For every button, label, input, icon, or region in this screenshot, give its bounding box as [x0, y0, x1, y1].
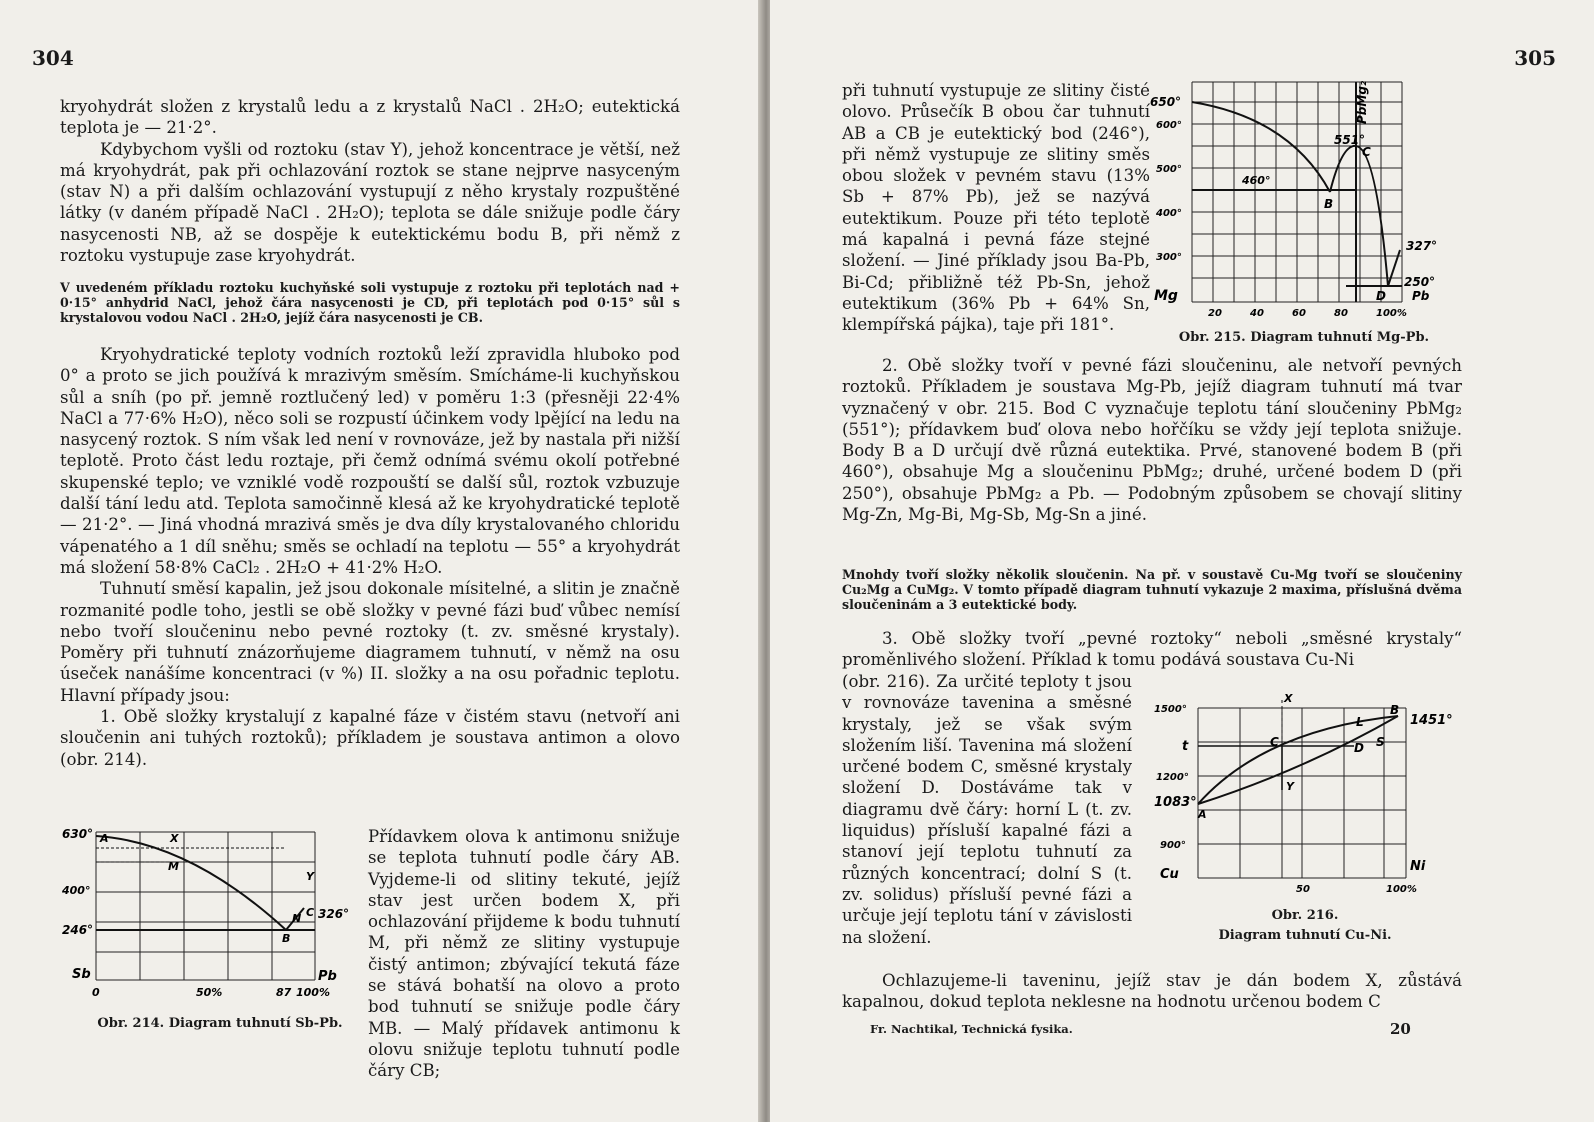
- footer-sheet-number: 20: [1390, 1020, 1411, 1038]
- fig216-y: Y: [1286, 780, 1294, 793]
- right-para-4-text: Ochlazujeme-li taveninu, jejíž stav je dán bodem X, zůstává kapalnou, dokud teplota neklesne na hodnotu určenou bodem C: [842, 971, 1462, 1012]
- fig214-m: M: [168, 860, 179, 873]
- fig216-ni: Ni: [1410, 859, 1426, 874]
- fig214-a: A: [100, 832, 109, 845]
- fig216-t900: 900°: [1160, 840, 1186, 851]
- right-para-3-text: 3. Obě složky tvoří „pevné roztoky“ neboli „směsné krystaly“ proměnlivého složení. Příklad k tomu podává soustava Cu-Ni: [842, 629, 1462, 670]
- fig215-x20: 20: [1208, 308, 1222, 319]
- fig214-x87: 87: [276, 986, 292, 999]
- fig216-d: D: [1354, 741, 1364, 755]
- right-side-text: při tuhnutí vystupuje ze slitiny čisté olovo. Průsečík B obou čar tuhnutí AB a CB je eutektický bod (246°), při němž vystupuje ze slitiny směs obou složek v pevném stavu (13% Sb + 87% Pb), jež se nazývá eutektikum. Pouze při této teplotě má kapalná i pevná fáze stejné složení. — Jiné příklady jsou Ba-Pb, Bi-Cd; přibližně též Pb-Sn, jehož eutektikum (36% Pb + 64% Sn, klempířská pájka), taje při 181°.: [842, 81, 1150, 335]
- fig216-l: L: [1356, 715, 1364, 729]
- right-side-text-2: (obr. 216). Za určité teploty t jsou v rovnováze tavenina a směsné krystaly, jež se však svým složením liší. Tavenina má složení určené bodem C, směsné krystaly složení D. Dostáváme tak v diagramu dvě čáry: horní L (t. zv. liquidus) přísluší kapalné fázi a stanoví její teplotu tuhnutí za různých koncentrací; dolní S (t. zv. solidus) přísluší pevné fázi a určuje její teplotu tání v závislosti na složení.: [842, 672, 1132, 947]
- fig215-t250: 250°: [1404, 275, 1436, 289]
- fig215-t650: 650°: [1150, 95, 1182, 109]
- left-page: [0, 0, 762, 1122]
- fig216-a: A: [1198, 808, 1207, 821]
- left-text-mid: [60, 344, 680, 770]
- figure-216-caption-1: Obr. 216.: [1271, 908, 1339, 923]
- fig214-t326: 326°: [318, 907, 350, 921]
- fig216-x: X: [1284, 692, 1293, 705]
- fig216-t1451: 1451°: [1410, 713, 1453, 728]
- fig214-y: Y: [306, 870, 314, 883]
- right-small-note: Mnohdy tvoří složky několik sloučenin. Na př. v soustavě Cu-Mg tvoří se sloučeniny Cu₂Mg a CuMg₂. V tomto případě diagram tuhnutí vykazuje 2 maxima, příslušná dvěma sloučeninám a 3 eutektické body.: [842, 567, 1462, 612]
- right-para-2: [842, 355, 1462, 525]
- figure-216-caption-2: Diagram tuhnutí Cu-Ni.: [1218, 928, 1392, 943]
- fig214-sb: Sb: [72, 967, 91, 982]
- figure-216-svg: [1154, 690, 1454, 900]
- fig214-x0: 0: [92, 986, 100, 999]
- fig216-t1200: 1200°: [1156, 772, 1189, 783]
- figure-215: [1150, 68, 1450, 324]
- left-side-text: Přídavkem olova k antimonu snižuje se teplota tuhnutí podle čáry AB. Vyjdeme-li od slitiny tekuté, jejíž stav jest určen bodem X, při ochlazování přijdeme k bodu tuhnutí M, při němž ze slitiny vystupuje čistý antimon; zbývající tekutá fáze se stává bohatší na olovo a proto bod tuhnutí se snižuje podle čáry MB. — Malý přídavek antimonu k olovu snižuje teplotu tuhnutí podle čáry CB;: [368, 827, 680, 1081]
- left-small-note: V uvedeném příkladu roztoku kuchyňské soli vystupuje z roztoku při teplotách nad + 0·15° anhydrid NaCl, jehož čára nasycenosti je CD, při teplotách pod 0·15° sůl s krystalovou vodou NaCl . 2H₂O, jejíž čára nasycenosti je CB.: [60, 280, 680, 325]
- fig214-t630: 630°: [62, 827, 94, 841]
- fig215-pb: Pb: [1412, 289, 1430, 303]
- fig214-t400: 400°: [62, 884, 91, 897]
- fig215-x60: 60: [1292, 308, 1306, 319]
- right-para-2-text: 2. Obě složky tvoří v pevné fázi sloučeninu, ale netvoří pevných roztoků. Příkladem je soustava Mg-Pb, jejíž diagram tuhnutí má tvar vyznačený v obr. 215. Bod C vyznačuje teplotu tání sloučeniny PbMg₂ (551°); přídavkem buď olova nebo hořčíku se vždy její teplota snižuje. Body B a D určují dvě různá eutektika. Prvé, stanovené bodem B (při 460°), obsahuje Mg a sloučeninu PbMg₂; druhé, určené bodem D (při 250°), obsahuje PbMg₂ a Pb. — Podobným způsobem se chovají slitiny Mg-Zn, Mg-Bi, Mg-Sb, Mg-Sn a jiné.: [842, 356, 1462, 525]
- fig214-x: X: [170, 832, 179, 845]
- figure-214-svg: [60, 822, 360, 1012]
- right-para-3: [842, 628, 1462, 671]
- footer-author: Fr. Nachtikal, Technická fysika.: [870, 1022, 1073, 1036]
- fig214-x100: 100%: [296, 986, 330, 999]
- right-page: [770, 0, 1594, 1122]
- fig215-t400: 400°: [1156, 208, 1182, 219]
- fig215-t500: 500°: [1156, 164, 1182, 175]
- fig215-t551: 551°: [1334, 133, 1366, 147]
- fig215-t600: 600°: [1156, 120, 1182, 131]
- left-para-3: Kryohydratické teploty vodních roztoků leží zpravidla hluboko pod 0° a proto se jich používá k mrazivým směsím. Smícháme-li kuchyňskou sůl a sníh (po př. jemně roztlučený led) v poměru 1:3 (přesněji 22·4% NaCl a 77·6% H₂O), něco soli se rozpustí účinkem vody lpějící na ledu na nasycený roztok. S ním však led není v rovnováze, jež by nastala při nižší teplotě. Proto část ledu roztaje, při čemž odnímá svému okolí potřebné skupenské teplo; ve vzniklé vodě rozpouští se další sůl, roztok vzbuzuje další tání ledu atd. Teplota samočinně klesá až ke kryohydratické teplotě — 21·2°. — Jiná vhodná mrazivá směs je dva díly krystalovaného chloridu vápenatého a 1 díl sněhu; směs se ochladí na teplotu — 55° a kryohydrát má složení 58·8% CaCl₂ . 2H₂O + 41·2% H₂O.: [60, 345, 680, 577]
- figure-214-caption: Obr. 214. Diagram tuhnutí Sb-Pb.: [97, 1016, 343, 1031]
- fig215-pbmg2: PbMg₂: [1355, 80, 1369, 124]
- fig215-x40: 40: [1250, 308, 1264, 319]
- fig216-cu: Cu: [1160, 867, 1179, 882]
- fig216-t1500: 1500°: [1154, 704, 1187, 715]
- page-number-right: 305: [1514, 46, 1556, 70]
- fig216-c: C: [1270, 735, 1279, 749]
- fig216-x100: 100%: [1386, 884, 1417, 895]
- left-para-1: kryohydrát složen z krystalů ledu a z krystalů NaCl . 2H₂O; eutektická teplota je — 21·2°.: [60, 97, 680, 138]
- left-para-4: Tuhnutí směsí kapalin, jež jsou dokonale mísitelné, a slitin je značně rozmanité podle toho, jestli se obě složky v pevné fázi buď vůbec nemísí nebo tvoří sloučeninu nebo pevné roztoky (t. zv. směsné krystaly). Poměry při tuhnutí znázorňujeme diagramem tuhnutí, v němž na osu úseček nanášíme koncentraci (v %) II. složky a na osu pořadnic teplotu. Hlavní případy jsou:: [60, 579, 680, 705]
- left-para-2: Kdybychom vyšli od roztoku (stav Y), jehož koncentrace je větší, než má kryohydrát, pak při ochlazování roztok se stane nejprve nasyceným (stav N) a při dalším ochlazování vystupují z něho krystaly rozpuštěné látky (v daném případě NaCl . 2H₂O); teplota se dále snižuje podle čáry nasycenosti NB, až se dospěje k eutektickému bodu B, při němž z roztoku vystupuje zase kryohydrát.: [60, 139, 680, 266]
- fig216-x50: 50: [1296, 884, 1310, 895]
- left-para-5: 1. Obě složky krystalují z kapalné fáze v čistém stavu (netvoří ani sloučenin ani tuhých roztoků); příkladem je soustava antimon a olovo (obr. 214).: [60, 707, 680, 769]
- page-number-left: 304: [32, 46, 74, 70]
- fig214-x50: 50%: [196, 986, 223, 999]
- figure-216: [1154, 690, 1454, 900]
- fig216-s: S: [1376, 735, 1385, 749]
- figure-215-svg: [1150, 68, 1450, 324]
- fig215-x80: 80: [1334, 308, 1348, 319]
- figure-214: [60, 822, 360, 1012]
- fig214-b: B: [282, 932, 291, 945]
- fig214-c: C: [306, 906, 315, 919]
- fig214-t246: 246°: [62, 923, 94, 937]
- fig216-b: B: [1390, 703, 1400, 717]
- fig214-n: N: [292, 912, 302, 925]
- fig215-mg: Mg: [1154, 288, 1178, 304]
- fig215-t327: 327°: [1406, 239, 1438, 253]
- fig215-c: C: [1362, 145, 1371, 159]
- fig216-t: t: [1182, 739, 1189, 754]
- fig215-b: B: [1324, 197, 1334, 211]
- right-para-4: [842, 970, 1462, 1013]
- fig215-t300: 300°: [1156, 252, 1182, 263]
- figure-215-caption: Obr. 215. Diagram tuhnutí Mg-Pb.: [1178, 330, 1430, 345]
- fig215-x100: 100%: [1376, 308, 1407, 319]
- left-text-top: [60, 96, 680, 266]
- fig214-pb: Pb: [318, 969, 337, 984]
- fig215-t460: 460°: [1242, 174, 1271, 187]
- fig216-t1083: 1083°: [1154, 795, 1197, 810]
- fig215-d: D: [1376, 289, 1386, 303]
